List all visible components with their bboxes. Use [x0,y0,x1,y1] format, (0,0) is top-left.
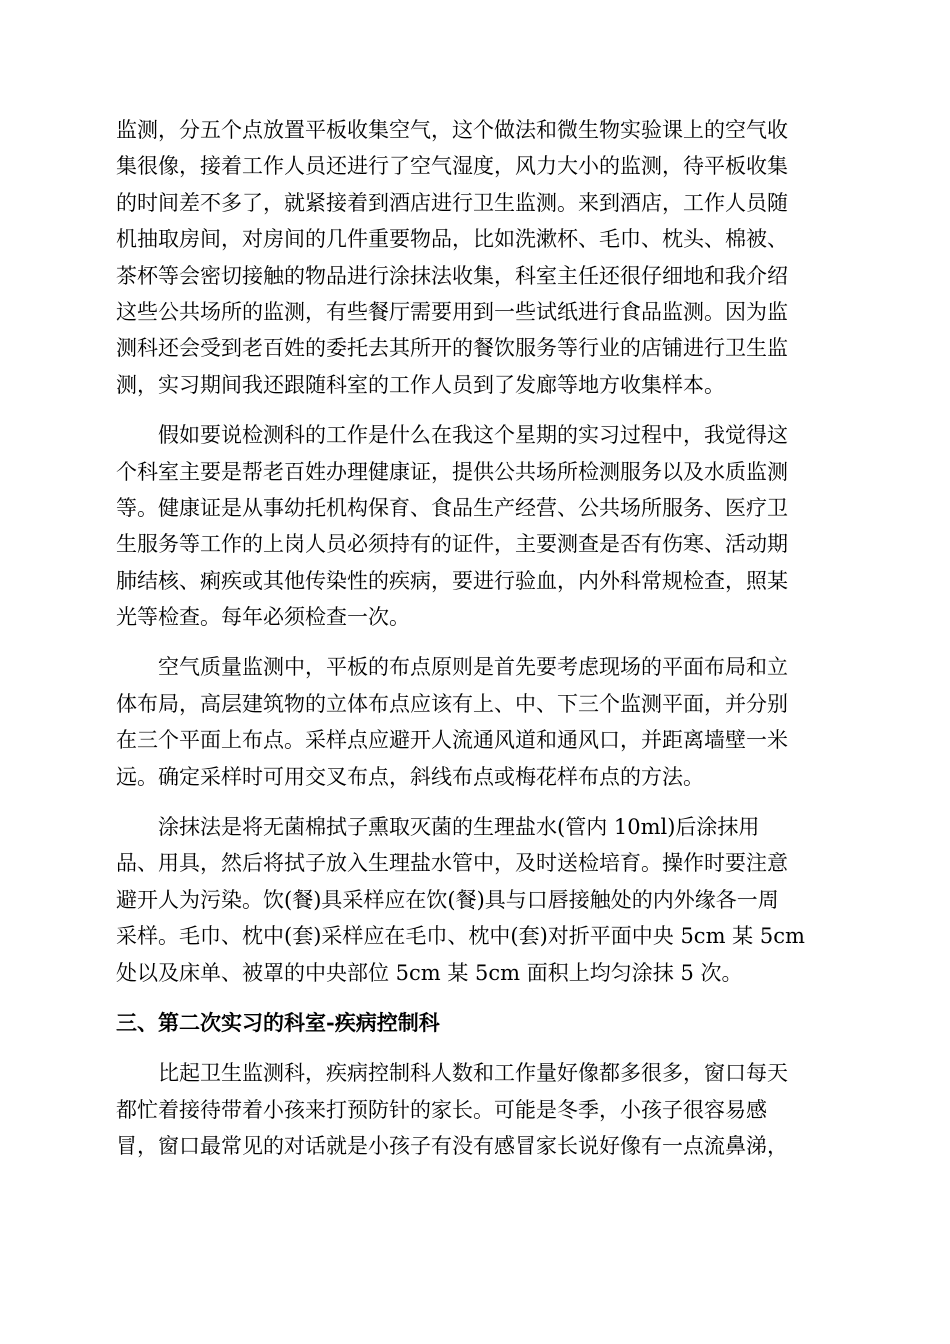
paragraph-line: 肺结核、痢疾或其他传染性的疾病，要进行验血，内外科常规检查，照某 [116,568,788,593]
paragraph-gap [116,635,840,649]
paragraph-line: 品、用具，然后将拭子放入生理盐水管中，及时送检培育。操作时要注意 [116,851,788,876]
paragraph-line: 冒，窗口最常见的对话就是小孩子有没有感冒家长说好像有一点流鼻涕， [116,1134,788,1159]
paragraph-line: 采样。毛巾、枕中(套)采样应在毛巾、枕中(套)对折平面中央 5cm 某 5cm [116,924,805,949]
paragraph-1 [116,112,840,403]
paragraph-line: 监测，分五个点放置平板收集空气，这个做法和微生物实验课上的空气收 [116,118,788,142]
paragraph-line: 生服务等工作的上岗人员必须持有的证件，主要测查是否有伤寒、活动期 [116,532,788,557]
paragraph-gap [116,795,840,809]
paragraph-line: 等。健康证是从事幼托机构保育、食品生产经营、公共场所服务、医疗卫 [116,495,788,520]
paragraph-line: 测，实习期间我还跟随科室的工作人员到了发廊等地方收集样本。 [116,372,725,397]
paragraph-line: 涂抹法是将无菌棉拭子熏取灭菌的生理盐水(管内 10ml)后涂抹用 [158,815,760,840]
paragraph-line: 集很像，接着工作人员还进行了空气湿度，风力大小的监测，待平板收集 [116,154,788,179]
paragraph-line: 假如要说检测科的工作是什么在我这个星期的实习过程中，我觉得这 [158,423,788,448]
paragraph-line: 都忙着接待带着小孩来打预防针的家长。可能是冬季，小孩子很容易感 [116,1097,767,1122]
paragraph-3 [116,649,840,795]
paragraph-line: 比起卫生监测科，疾病控制科人数和工作量好像都多很多，窗口每天 [158,1061,788,1086]
paragraph-line: 空气质量监测中，平板的布点原则是首先要考虑现场的平面布局和立 [158,655,788,680]
paragraph-line: 这些公共场所的监测，有些餐厅需要用到一些试纸进行食品监测。因为监 [116,299,788,324]
paragraph-line: 茶杯等会密切接触的物品进行涂抹法收集，科室主任还很仔细地和我介绍 [116,263,788,288]
paragraph-line: 避开人为污染。饮(餐)具采样应在饮(餐)具与口唇接触处的内外缘各一周 [116,887,779,912]
paragraph-line: 的时间差不多了，就紧接着到酒店进行卫生监测。来到酒店，工作人员随 [116,190,788,215]
paragraph-gap [116,403,840,417]
paragraph-line: 远。确定采样时可用交叉布点，斜线布点或梅花样布点的方法。 [116,764,704,789]
paragraph-line: 处以及床单、被罩的中央部位 5cm 某 5cm 面积上均匀涂抹 5 次。 [116,960,743,985]
paragraph-line: 在三个平面上布点。采样点应避开人流通风道和通风口，并距离墙壁一米 [116,728,788,753]
paragraph-line: 个科室主要是帮老百姓办理健康证，提供公共场所检测服务以及水质监测 [116,459,788,484]
paragraph-5 [116,1055,840,1164]
document-body [116,112,840,1165]
paragraph-line: 测科还会受到老百姓的委托去其所开的餐饮服务等行业的店铺进行卫生监 [116,336,788,361]
paragraph-4 [116,809,840,991]
paragraph-2 [116,417,840,635]
section-heading: 三、第二次实习的科室-疾病控制科 [116,1009,440,1035]
paragraph-line: 体布局，高层建筑物的立体布点应该有上、中、下三个监测平面，并分别 [116,691,788,716]
paragraph-line: 机抽取房间，对房间的几件重要物品，比如洗漱杯、毛巾、枕头、棉被、 [116,227,788,252]
paragraph-line: 光等检查。每年必须检查一次。 [116,605,410,630]
